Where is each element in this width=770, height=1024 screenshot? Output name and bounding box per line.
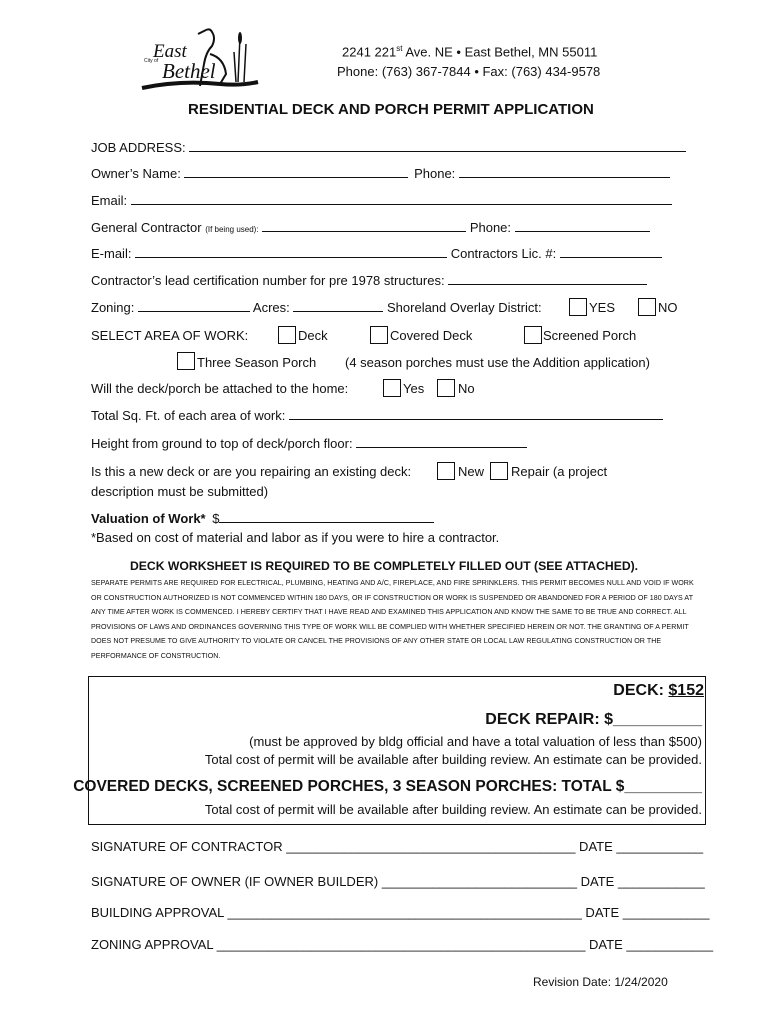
- deck-fee-label: DECK:: [613, 682, 669, 699]
- contractor-email-row: [91, 246, 662, 261]
- height-field[interactable]: [356, 436, 527, 448]
- shoreland-label: Shoreland Overlay District:: [387, 300, 542, 315]
- logo-east: East: [153, 41, 187, 62]
- repair-label: Repair (a project: [511, 464, 608, 479]
- if-being-used: (If being used):: [205, 225, 259, 234]
- phone-field[interactable]: [459, 166, 670, 178]
- repair-checkbox[interactable]: [490, 462, 508, 480]
- attached-yes-checkbox[interactable]: [383, 379, 401, 397]
- zoning-field[interactable]: [138, 300, 250, 312]
- building-approval-line[interactable]: BUILDING APPROVAL _________________________________________________ DATE ____________: [91, 905, 710, 920]
- general-contractor-field[interactable]: [262, 220, 466, 232]
- valuation-note: *Based on cost of material and labor as if you were to hire a contractor.: [91, 530, 500, 545]
- shoreland-no-checkbox[interactable]: [638, 298, 656, 316]
- lead-cert-field[interactable]: [448, 273, 647, 285]
- job-address-field[interactable]: [189, 140, 686, 152]
- contractors-lic-field[interactable]: [560, 246, 662, 258]
- new-label: New: [458, 464, 485, 479]
- repair-approval-note: (must be approved by bldg official and have a total valuation of less than $500): [249, 734, 702, 749]
- deck-fee: [613, 682, 704, 700]
- covered-deck-checkbox[interactable]: [370, 326, 388, 344]
- contractor-phone-field[interactable]: [515, 220, 650, 232]
- job-address-row: [91, 140, 686, 155]
- page-title: RESIDENTIAL DECK AND PORCH PERMIT APPLICATION: [188, 101, 594, 118]
- valuation-dollar: $: [212, 511, 220, 526]
- zoning-label: Zoning:: [91, 300, 135, 315]
- worksheet-notice: DECK WORKSHEET IS REQUIRED TO BE COMPLETELY FILLED OUT (SEE ATTACHED).: [130, 559, 639, 573]
- height-row: [91, 436, 527, 451]
- general-contractor-label: General Contractor: [91, 220, 202, 235]
- acres-label: Acres:: [252, 300, 290, 315]
- valuation-label: Valuation of Work*: [91, 511, 206, 526]
- general-contractor-row: [91, 220, 650, 235]
- deck-repair-fee: DECK REPAIR: $__________: [485, 711, 702, 728]
- estimate-note-2: Total cost of permit will be available after building review. An estimate can be provided.: [204, 802, 702, 817]
- covered-total-fee: COVERED DECKS, SCREENED PORCHES, 3 SEASON PORCHES: TOTAL $_________: [73, 778, 702, 795]
- new-checkbox[interactable]: [437, 462, 455, 480]
- email-row: [91, 193, 672, 208]
- lead-cert-label: Contractor’s lead certification number for pre 1978 structures:: [91, 273, 445, 288]
- owners-name-row: [91, 166, 670, 181]
- repair-description-note: description must be submitted): [91, 484, 269, 499]
- estimate-note: Total cost of permit will be available after building review. An estimate can be provided.: [204, 752, 702, 767]
- height-label: Height from ground to top of deck/porch floor:: [91, 436, 353, 451]
- attached-question: Will the deck/porch be attached to the home:: [91, 381, 349, 396]
- shoreland-no-label: NO: [658, 300, 678, 315]
- valuation-row: [91, 511, 434, 526]
- legal-text: SEPARATE PERMITS ARE REQUIRED FOR ELECTRICAL, PLUMBING, HEATING AND A/C, FIREPLACE, AND FIRE SPRINKLERS. THIS PERMIT BECOMES NULL AND VOID IF WORK OR CONSTRUCTION AUTHORIZED IS NOT COMMENCED WITHIN 180 DAYS, OR IF CONSTRUCTION OR WORK IS SUSPENDED OR ABANDONED FOR A PERIOD OF 180 DAYS AT ANY TIME AFTER WORK IS COMMENCED. I HEREBY CERTIFY THAT I HAVE READ AND EXAMINED THIS APPLICATION AND KNOW THE SAME TO BE TRUE AND CORRECT. ALL PROVISIONS OF LAWS AND ORDINANCES GOVERNING THIS TYPE OF WORK WILL BE COMPLIED WITH WHETHER SPECIFIED HEREIN OR NOT. THE GRANTING OF A PERMIT DOES NOT PRESUME TO GIVE AUTHORITY TO VIOLATE OR CANCEL THE PROVISIONS OF ANY OTHER STATE OR LOCAL LAW REGULATING CONSTRUCTION OR THE PERFORMANCE OF CONSTRUCTION.: [91, 579, 694, 660]
- contractor-phone-label: Phone:: [469, 220, 512, 235]
- new-or-repair-question: Is this a new deck or are you repairing an existing deck:: [91, 464, 412, 479]
- four-season-note: (4 season porches must use the Addition application): [345, 355, 650, 370]
- deck-checkbox[interactable]: [278, 326, 296, 344]
- zoning-row: [91, 300, 542, 315]
- address: 2241 221st Ave. NE • East Bethel, MN 55011: [342, 44, 598, 60]
- total-sqft-row: [91, 408, 663, 423]
- contractor-signature-line[interactable]: SIGNATURE OF CONTRACTOR ________________________________________ DATE ____________: [91, 839, 704, 854]
- acres-field[interactable]: [293, 300, 383, 312]
- contractor-email-field[interactable]: [135, 246, 447, 258]
- zoning-approval-line[interactable]: ZONING APPROVAL ___________________________________________________ DATE ____________: [91, 937, 714, 952]
- city-logo: [140, 24, 262, 94]
- logo-bethel: Bethel: [162, 59, 216, 83]
- covered-deck-label: Covered Deck: [390, 328, 473, 343]
- three-season-checkbox[interactable]: [177, 352, 195, 370]
- lead-cert-row: [91, 273, 647, 288]
- three-season-label: Three Season Porch: [197, 355, 317, 370]
- logo-city-of: City of: [144, 58, 159, 64]
- total-sqft-label: Total Sq. Ft. of each area of work:: [91, 408, 286, 423]
- owners-name-field[interactable]: [184, 166, 408, 178]
- screened-porch-checkbox[interactable]: [524, 326, 542, 344]
- shoreland-yes-label: YES: [589, 300, 616, 315]
- deck-label: Deck: [298, 328, 328, 343]
- attached-no-checkbox[interactable]: [437, 379, 455, 397]
- valuation-field[interactable]: [219, 511, 434, 523]
- phone-label: Phone:: [414, 166, 456, 181]
- screened-porch-label: Screened Porch: [543, 328, 637, 343]
- email-field[interactable]: [131, 193, 672, 205]
- total-sqft-field[interactable]: [289, 408, 663, 420]
- contractors-lic-label: Contractors Lic. #:: [450, 246, 557, 261]
- select-area-label: SELECT AREA OF WORK:: [91, 328, 249, 343]
- revision-date: Revision Date: 1/24/2020: [533, 975, 668, 989]
- phone-fax: Phone: (763) 367-7844 • Fax: (763) 434-9578: [337, 64, 601, 79]
- contractor-email-label: E-mail:: [91, 246, 132, 261]
- email-label: Email:: [91, 193, 128, 208]
- deck-fee-amount: $152: [668, 682, 704, 699]
- owners-name-label: Owner’s Name:: [91, 166, 181, 181]
- attached-yes-label: Yes: [403, 381, 425, 396]
- attached-no-label: No: [458, 381, 475, 396]
- shoreland-yes-checkbox[interactable]: [569, 298, 587, 316]
- owner-signature-line[interactable]: SIGNATURE OF OWNER (IF OWNER BUILDER) ___________________________ DATE ____________: [91, 874, 705, 889]
- job-address-label: JOB ADDRESS:: [91, 140, 186, 155]
